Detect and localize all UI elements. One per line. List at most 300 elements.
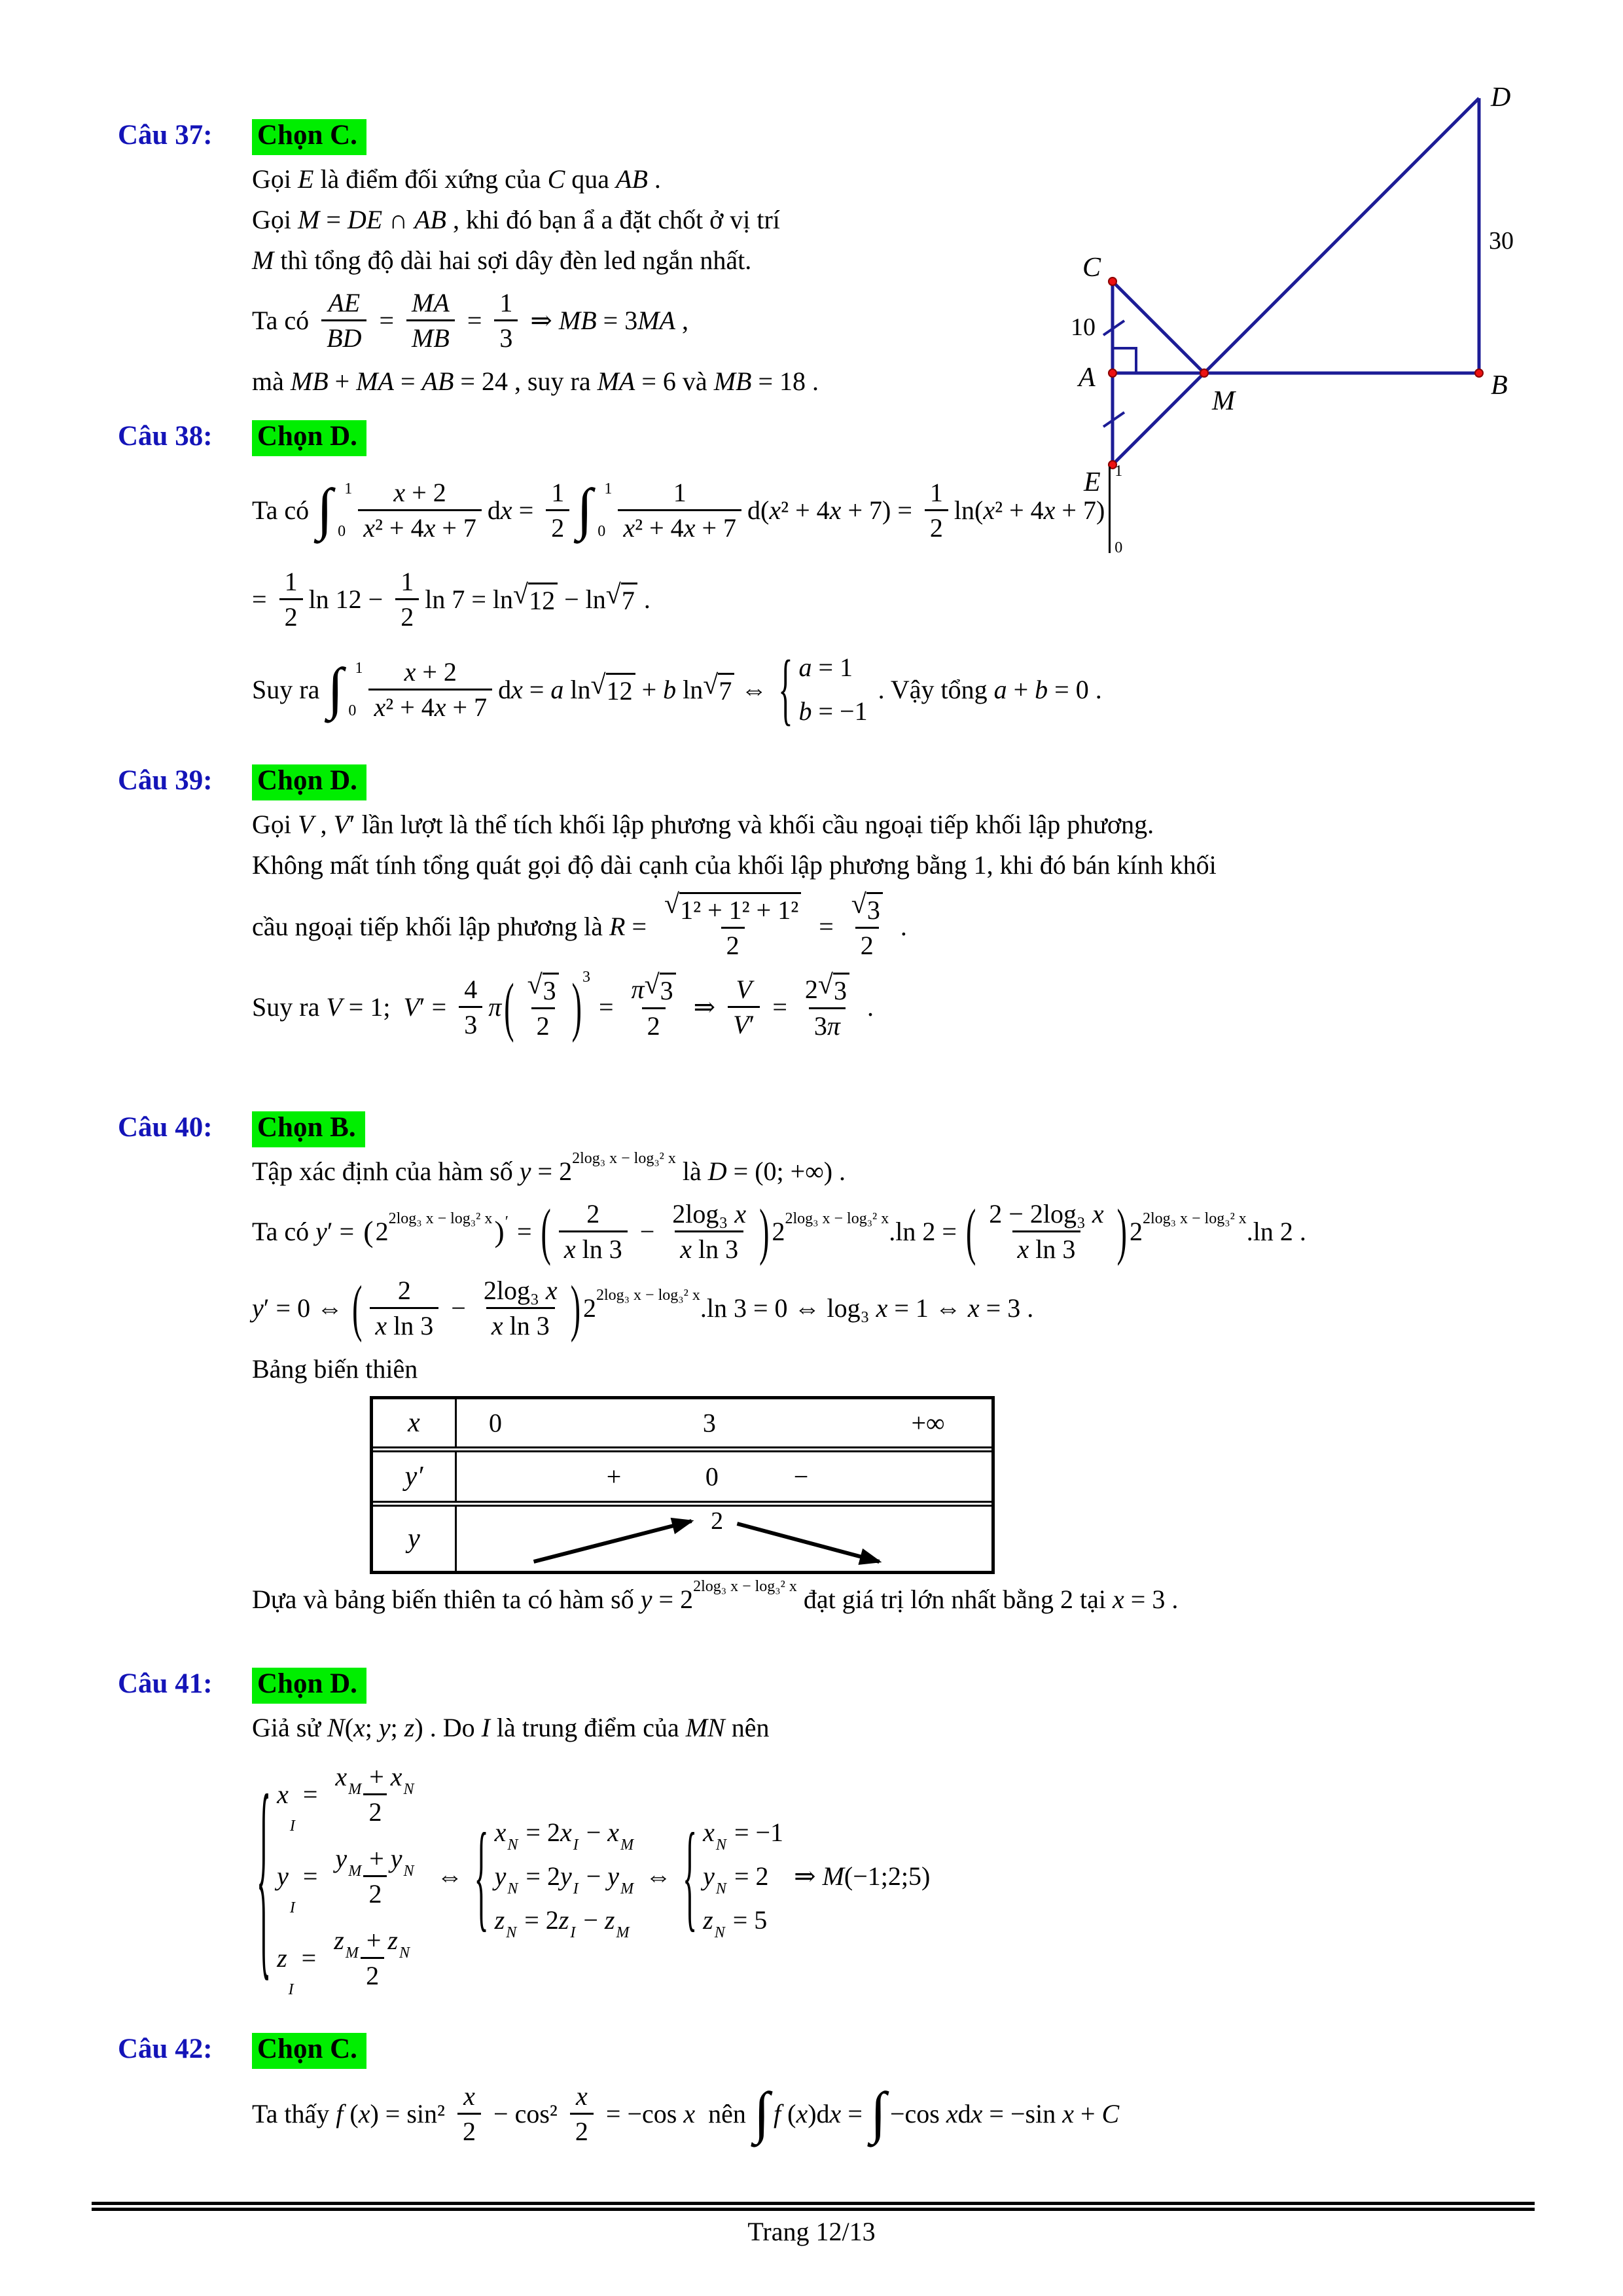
math-text: ⇔ — [639, 1861, 679, 1891]
math-var: C — [547, 164, 565, 194]
radicand — [660, 973, 676, 1006]
math-text: = — [512, 495, 541, 525]
math-text: . — [647, 164, 661, 194]
math-paren-group — [965, 1197, 1128, 1266]
math-var: x — [829, 2099, 842, 2128]
math-text: d — [498, 674, 512, 704]
math-text: 3 — [866, 895, 880, 925]
math-power — [680, 1577, 797, 1615]
table-cells-x — [457, 1399, 991, 1446]
math-var: x — [829, 495, 842, 525]
math-fraction — [570, 2079, 594, 2148]
math-var: y — [560, 1861, 572, 1891]
math-text: 2log₃ x − log₃² x — [388, 1210, 493, 1227]
math-text: ln 3 — [692, 1234, 739, 1264]
math-text: Ta có — [252, 1217, 316, 1246]
math-text: 2log₃ x − log₃² x — [693, 1577, 797, 1595]
math-var: z — [277, 1943, 287, 1973]
paren-content — [374, 1210, 494, 1247]
radical-icon: √ — [817, 970, 833, 1000]
solution-body — [252, 1149, 1551, 1387]
integral-icon: ∫ — [317, 477, 333, 541]
math-var: π — [631, 975, 645, 1004]
fraction-numerator — [330, 1760, 420, 1798]
math-subscript — [716, 1881, 726, 1897]
math-text: )d — [808, 2099, 830, 2128]
math-cases — [256, 1748, 427, 1999]
math-integral — [315, 477, 353, 541]
math-text: là trung điểm của — [490, 1712, 686, 1742]
math-var: x — [358, 2099, 370, 2128]
fraction-numerator — [458, 2079, 480, 2113]
math-var: BD — [327, 323, 362, 353]
math-text: ′ lần lượt là thể tích khối lập phương và khối cầu ngoại tiếp khối lập phương. — [349, 809, 1154, 839]
math-subscript — [570, 1925, 575, 1941]
math-text: = — [393, 366, 422, 396]
math-text: = 1 ⇔ — [887, 1293, 968, 1323]
math-var: V — [333, 809, 349, 839]
math-var: x — [876, 1293, 888, 1323]
math-text: Ta có — [252, 495, 316, 525]
math-var: MB — [412, 323, 450, 353]
math-text: 0 — [1115, 539, 1123, 556]
math-text: 1 — [284, 567, 298, 596]
increase-arrow-icon — [534, 1521, 692, 1562]
math-var: x — [734, 1199, 747, 1229]
formula-line — [252, 2079, 1551, 2148]
point-B — [1475, 369, 1483, 377]
math-text: = — [296, 1861, 325, 1891]
math-text: 12 — [529, 586, 556, 615]
cases-rows — [277, 1753, 426, 1999]
math-text: = — [531, 1156, 560, 1186]
math-power — [559, 1149, 676, 1187]
math-text: (−1;2;5) — [844, 1861, 931, 1891]
fraction-numerator — [395, 565, 419, 598]
math-fraction — [330, 1842, 420, 1910]
math-text: = 5 — [726, 1905, 768, 1935]
math-text: 2log₃ x − log₃² x — [1142, 1210, 1247, 1227]
math-fraction — [406, 286, 455, 355]
cases-rows — [798, 645, 867, 733]
math-text: 2 — [463, 2117, 476, 2146]
math-var: AB — [414, 204, 446, 234]
math-text: 2 — [559, 1156, 573, 1186]
math-subscript — [404, 1863, 414, 1879]
math-var: MA — [637, 306, 675, 335]
math-base — [376, 1216, 389, 1247]
math-text: + — [359, 1926, 388, 1955]
math-text: 2 — [772, 1217, 785, 1246]
math-sqrt — [590, 670, 635, 706]
math-text: N — [714, 1924, 725, 1941]
fraction-numerator — [668, 476, 692, 509]
math-var: y — [315, 1217, 327, 1246]
math-fraction — [457, 2079, 481, 2148]
radicand — [679, 892, 801, 925]
math-subscript — [346, 1945, 359, 1961]
math-text: 2 — [583, 1293, 597, 1323]
integral-lower — [338, 523, 346, 541]
math-text: 2 — [647, 1011, 660, 1041]
integral-upper — [355, 660, 363, 677]
math-var: z — [558, 1905, 569, 1935]
math-text: N — [715, 1837, 726, 1854]
math-var: x — [1113, 1584, 1124, 1614]
math-cases — [777, 645, 867, 733]
radicand — [866, 892, 883, 925]
math-integral — [326, 656, 363, 721]
math-text: , — [675, 306, 688, 335]
integral-icon: ∫ — [870, 2081, 886, 2145]
fraction-denominator — [1012, 1230, 1081, 1266]
math-text: ′ — [749, 1010, 755, 1039]
formula-line — [252, 1197, 1551, 1266]
solution-body — [252, 2079, 1551, 2148]
math-text: 1 — [551, 477, 565, 507]
math-text: ⇒ — [687, 992, 722, 1022]
math-text: = 2 — [727, 1861, 769, 1891]
math-var: y — [494, 1861, 507, 1891]
paren-open-icon: ( — [504, 969, 514, 1043]
math-text: 2 — [397, 1276, 411, 1305]
question-41 — [118, 1668, 1551, 2007]
math-fraction — [494, 286, 518, 355]
math-text: 12 — [606, 675, 633, 706]
math-text: ( — [781, 2099, 796, 2128]
integral-icon: ∫ — [577, 477, 593, 541]
fraction-denominator — [728, 1006, 760, 1041]
math-outer-superscript — [505, 1213, 508, 1231]
paren-close-icon: ) — [494, 1214, 505, 1248]
max-value: 2 — [711, 1507, 724, 1535]
math-text: −cos — [889, 2099, 946, 2128]
math-fraction — [321, 286, 366, 355]
decrease-arrow-icon — [737, 1524, 879, 1562]
math-var: I — [481, 1712, 490, 1742]
fraction-numerator — [984, 1197, 1109, 1230]
math-text: + — [363, 1762, 391, 1791]
math-text: = (0; +∞) . — [726, 1156, 846, 1186]
math-var: x — [545, 1276, 558, 1305]
fraction-denominator — [486, 1307, 555, 1342]
math-text: 2 — [586, 1199, 600, 1229]
fraction-denominator — [494, 319, 518, 355]
math-text: Suy ra — [252, 992, 327, 1022]
math-fraction — [478, 1274, 563, 1342]
answer-choice-highlight: Chọn D. — [252, 1668, 366, 1704]
label-M: M — [1212, 386, 1235, 416]
math-var: x — [983, 495, 995, 525]
math-text: 1 — [499, 288, 513, 317]
math-text: 0 — [348, 702, 357, 720]
table-cells-y-prime — [457, 1452, 991, 1501]
radical-icon: √ — [851, 889, 866, 920]
math-text: − cos² — [487, 2099, 564, 2128]
integral-upper — [604, 480, 612, 498]
label-D: D — [1491, 82, 1511, 113]
math-text: = −1 — [812, 696, 868, 726]
math-text: Ta có — [252, 306, 316, 335]
brace-icon: { — [683, 1807, 698, 1942]
math-text: N — [403, 1863, 414, 1880]
fraction-numerator — [800, 971, 855, 1007]
math-subscript — [507, 1881, 518, 1897]
sign-value: − — [793, 1462, 809, 1492]
paren-close-icon: ) — [571, 969, 582, 1043]
math-var: MN — [685, 1712, 725, 1742]
formula-line — [252, 645, 1551, 733]
radical-icon: √ — [703, 670, 719, 700]
math-text: = — [294, 1943, 323, 1973]
math-var: y — [519, 1156, 531, 1186]
math-text: 2 − 2log₃ — [989, 1199, 1092, 1229]
math-text: ln 3 — [387, 1311, 434, 1340]
math-subscript — [620, 1881, 633, 1897]
cases-row — [703, 1810, 783, 1854]
paren-content — [363, 1274, 569, 1342]
math-text: 2 — [1129, 1217, 1143, 1246]
math-sqrt — [527, 970, 559, 1006]
math-var: z — [334, 1926, 344, 1955]
radicand — [718, 673, 734, 706]
math-subscript — [289, 1982, 294, 1998]
math-text: = — [296, 1780, 325, 1809]
integral-lower — [348, 702, 356, 720]
fraction-numerator — [329, 1924, 416, 1962]
fraction-numerator — [667, 1197, 751, 1230]
math-text: 2 — [366, 1961, 380, 1990]
math-text: = — [319, 204, 348, 234]
math-text: 2 — [368, 1879, 382, 1909]
math-text: = — [652, 1584, 681, 1614]
radical-icon: √ — [644, 970, 660, 1000]
math-var: x — [680, 1234, 692, 1264]
fraction-denominator — [368, 689, 492, 724]
fraction-numerator — [546, 476, 569, 509]
math-power — [1129, 1210, 1247, 1247]
fraction-numerator — [279, 565, 303, 598]
math-var: MA — [356, 366, 394, 396]
integral-upper — [344, 480, 352, 498]
math-text: = 2 — [519, 1818, 560, 1847]
math-var: x — [491, 1311, 503, 1340]
math-var: x — [511, 674, 523, 704]
question-number: Câu 40: — [118, 1112, 213, 1143]
fraction-denominator — [363, 1793, 387, 1829]
math-text: + — [328, 366, 357, 396]
math-base — [583, 1293, 596, 1323]
math-var: x — [404, 656, 416, 687]
math-var: V — [736, 975, 752, 1004]
formula-line — [252, 1748, 1551, 1999]
math-text: 7 — [719, 675, 732, 706]
math-text: Không mất tính tổng quát gọi độ dài cạnh của khối lập phương bằng 1, khi đó bán kính khối — [252, 850, 1217, 880]
math-text: ln( — [954, 495, 984, 525]
radical-icon: √ — [664, 889, 680, 920]
math-var: V — [733, 1010, 749, 1039]
segment-CM — [1113, 281, 1204, 373]
integral-icon: ∫ — [753, 2081, 770, 2145]
math-var: MA — [412, 288, 450, 317]
math-text: = −sin — [982, 2099, 1063, 2128]
math-text: I — [573, 1880, 579, 1897]
math-fraction — [368, 655, 492, 724]
math-var: x — [353, 1712, 365, 1742]
math-text: ∩ — [382, 204, 415, 234]
question-number: Câu 38: — [118, 421, 213, 452]
math-var: M — [822, 1861, 844, 1891]
sign-value: + — [606, 1462, 622, 1492]
formula-line — [252, 1274, 1551, 1342]
math-text: = 1 — [812, 653, 853, 682]
math-text: ′ = — [419, 992, 454, 1022]
math-subscript — [716, 1837, 726, 1853]
math-var: MB — [290, 366, 329, 396]
table-header-y-prime: y′ — [373, 1452, 457, 1501]
math-var: x — [560, 1818, 572, 1847]
math-text: ² + 4 — [635, 512, 684, 543]
paren-content — [552, 1197, 758, 1266]
math-var: R — [609, 912, 626, 941]
math-sqrt — [605, 580, 637, 616]
label-A: A — [1079, 363, 1096, 393]
cases-row — [277, 1753, 426, 1835]
math-power — [772, 1210, 889, 1247]
math-var: x — [563, 1234, 576, 1264]
math-var: x — [796, 2099, 808, 2128]
math-var: x — [1043, 495, 1056, 525]
math-text: N — [403, 1781, 414, 1798]
formula-line — [252, 891, 1551, 962]
math-text: 7 — [621, 586, 635, 615]
math-text: = — [522, 674, 551, 704]
math-text: = 6 và — [635, 366, 714, 396]
x-value: 0 — [489, 1408, 503, 1438]
question-number: Câu 42: — [118, 2034, 213, 2064]
math-text: 2log₃ — [672, 1199, 735, 1229]
fraction-numerator — [522, 971, 564, 1007]
math-paren-group — [351, 1274, 581, 1342]
radicand — [543, 973, 559, 1006]
math-text: 1 — [355, 659, 363, 677]
math-var: x — [335, 1762, 348, 1791]
math-text: , khi đó bạn ẩ a đặt chốt ở vị trí — [446, 204, 780, 234]
math-text: = — [766, 992, 794, 1022]
math-subscript — [507, 1837, 518, 1853]
solution-line — [252, 806, 1551, 842]
math-text: 3 — [543, 976, 556, 1005]
paren-close-icon: ) — [570, 1272, 581, 1342]
math-sqrt — [664, 889, 801, 925]
math-var: x — [971, 2099, 983, 2128]
math-text: .ln 2 . — [1246, 1217, 1306, 1246]
formula-line — [252, 1149, 1551, 1189]
math-subscript — [404, 1782, 414, 1797]
question-number: Câu 37: — [118, 120, 213, 151]
math-exponent — [596, 1287, 700, 1303]
math-var: MB — [713, 366, 752, 396]
segment-ED — [1113, 98, 1479, 465]
x-value: +∞ — [911, 1408, 945, 1438]
math-text: 2 — [726, 931, 740, 960]
solution-body — [252, 463, 1551, 733]
math-var: a — [550, 674, 564, 704]
math-subscript — [616, 1925, 630, 1941]
table-cells-y — [457, 1507, 991, 1571]
right-angle-icon — [1113, 348, 1136, 373]
math-text: + — [635, 674, 664, 704]
math-power — [583, 1287, 700, 1323]
math-fraction — [370, 1274, 438, 1342]
label-B: B — [1491, 370, 1508, 401]
math-text: ⇒ — [524, 306, 559, 335]
math-text: M — [616, 1924, 630, 1941]
math-text: − — [444, 1293, 473, 1323]
math-text: Gọi — [252, 164, 298, 194]
math-text: M — [620, 1837, 634, 1854]
table-header-y: y — [373, 1507, 457, 1571]
fraction-numerator — [330, 1842, 420, 1880]
math-text: ′ = 0 ⇔ — [263, 1293, 350, 1323]
fraction-denominator — [925, 509, 948, 545]
fraction-numerator — [571, 2079, 593, 2113]
math-text: = — [625, 912, 654, 941]
math-text: 2 — [804, 975, 818, 1004]
question-42 — [118, 2033, 1551, 2159]
table-row-y-prime — [373, 1446, 991, 1501]
math-text: = 0 . — [1048, 674, 1102, 704]
math-var: x — [1062, 2099, 1074, 2128]
math-text: + 2 — [416, 656, 457, 687]
solution-body — [252, 806, 1551, 1043]
math-text: Suy ra — [252, 674, 327, 704]
math-text: + — [363, 1844, 391, 1873]
math-integral — [575, 477, 613, 541]
math-text: ′ — [505, 1213, 508, 1230]
math-text: = — [812, 912, 840, 941]
paren-open-icon: ( — [541, 1195, 551, 1266]
question-header — [118, 1668, 1551, 1704]
math-text: . Vậy tổng — [871, 674, 994, 704]
math-text: = 2 — [518, 1905, 559, 1935]
math-text: + 7 — [695, 512, 737, 543]
fraction-denominator — [459, 1006, 482, 1041]
math-var: x — [967, 1293, 980, 1323]
math-fraction — [618, 476, 741, 545]
math-var: x — [946, 2099, 958, 2128]
math-text: M — [620, 1880, 634, 1897]
math-text: 2 — [536, 1011, 550, 1041]
question-header — [118, 764, 1551, 800]
cases-rows — [703, 1810, 783, 1942]
math-fraction — [667, 1197, 751, 1266]
math-fraction — [358, 476, 482, 545]
math-var: x — [576, 2081, 588, 2111]
math-text: = — [841, 2099, 869, 2128]
math-text: 2 — [680, 1584, 694, 1614]
math-text: Ta thấy — [252, 2099, 336, 2128]
math-text: 2log₃ x − log₃² x — [572, 1149, 676, 1167]
math-text: là điểm đối xứng của — [313, 164, 548, 194]
footer-rule — [92, 2202, 1535, 2211]
math-var: x — [494, 1818, 507, 1847]
math-text: − ln — [558, 584, 606, 614]
math-var: N — [327, 1712, 345, 1742]
math-cases — [682, 1807, 784, 1942]
math-var: DE — [347, 204, 383, 234]
formula-line — [252, 565, 1551, 634]
